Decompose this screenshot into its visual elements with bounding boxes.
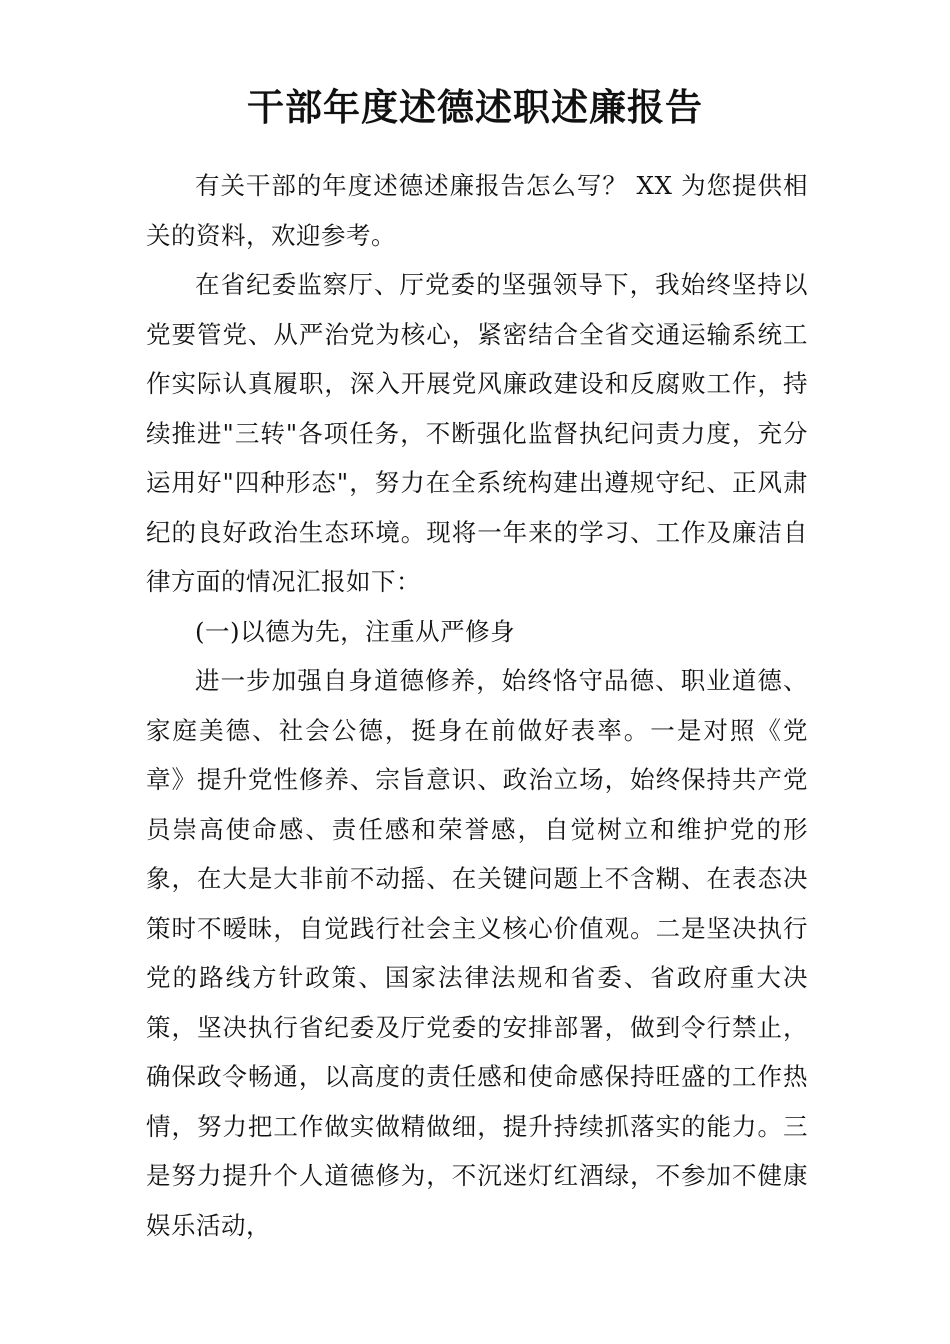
document-body bbox=[146, 161, 808, 1250]
intro-paragraph: 有关干部的年度述德述廉报告怎么写？ XX 为您提供相关的资料，欢迎参考。 bbox=[146, 171, 808, 250]
summary-paragraph: 在省纪委监察厅、厅党委的坚强领导下，我始终坚持以党要管党、从严治党为核心，紧密结合全省交通运输系统工作实际认真履职，深入开展党风廉政建设和反腐败工作，持续推进"三转"各项任务，不断强化监督执纪问责力度，充分运用好"四种形态"，努力在全系统构建出遵规守纪、正风肃纪的良好政治生态环境。现将一年来的学习、工作及廉洁自律方面的情况汇报如下： bbox=[146, 270, 808, 596]
section-heading: (一)以德为先，注重从严修身 bbox=[195, 616, 516, 646]
section-paragraph: 进一步加强自身道德修养，始终恪守品德、职业道德、家庭美德、社会公德，挺身在前做好表率。一是对照《党章》提升党性修养、宗旨意识、政治立场，始终保持共产党员崇高使命感、责任感和荣誉感，自觉树立和维护党的形象，在大是大非前不动摇、在关键问题上不含糊、在表态决策时不暧昧，自觉践行社会主义核心价值观。二是坚决执行党的路线方针政策、国家法律法规和省委、省政府重大决策，坚决执行省纪委及厅党委的安排部署，做到令行禁止，确保政令畅通，以高度的责任感和使命感保持旺盛的工作热情，努力把工作做实做精做细，提升持续抓落实的能力。三是努力提升个人道德修为，不沉迷灯红酒绿，不参加不健康娱乐活动， bbox=[146, 666, 808, 1240]
document-title: 干部年度述德述职述廉报告 bbox=[247, 85, 703, 129]
